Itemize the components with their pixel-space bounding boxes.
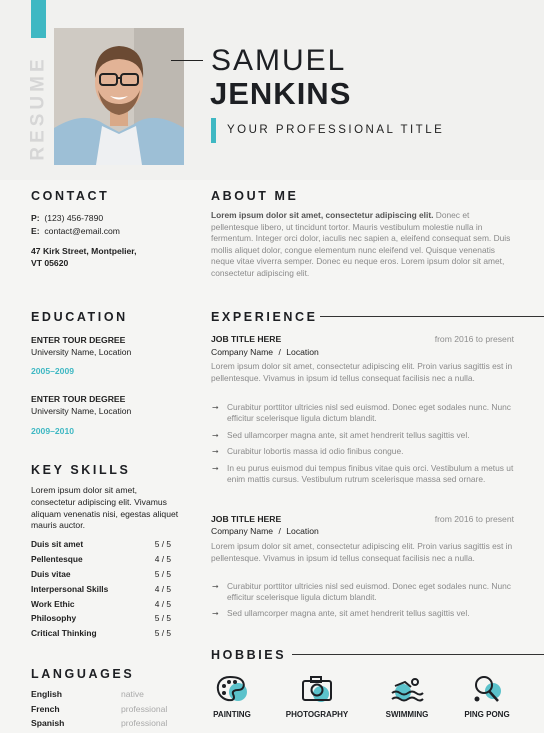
hobby-label: PAINTING	[213, 710, 251, 719]
contact-email	[31, 225, 120, 237]
arrow-icon: ➞	[212, 447, 219, 456]
edu-2-degree: ENTER TOUR DEGREE	[31, 394, 126, 404]
job-2-summary: Lorem ipsum dolor sit amet, consectetur adipiscing elit. Proin varius sagittis est in pellentesque. Vivamus in ipsum id tellus consequat facilisis nec a nulla.	[211, 541, 513, 563]
job-1-title: JOB TITLE HERE	[211, 334, 282, 344]
about-text	[211, 210, 515, 280]
profile-photo	[54, 28, 184, 165]
first-name: SAMUEL	[211, 44, 347, 77]
palette-icon	[214, 674, 250, 704]
phone-label: P:	[31, 213, 40, 223]
title-accent-bar	[211, 118, 216, 143]
job-1-bullet-2: ➞ Sed ullamcorper magna ante, sit amet hendrerit tellus sagittis vel.	[212, 430, 470, 440]
experience-heading: EXPERIENCE	[211, 310, 318, 324]
job-1-location: Location	[286, 347, 319, 357]
hobby-swimming	[372, 674, 442, 719]
email-value: contact@email.com	[44, 226, 120, 236]
skill-row: Critical Thinking 5 / 5	[31, 628, 171, 638]
address-line-1: 47 Kirk Street, Montpelier,	[31, 246, 137, 256]
edu-2-school: University Name, Location	[31, 406, 132, 416]
contact-phone	[31, 212, 103, 224]
skill-row: Philosophy 5 / 5	[31, 613, 171, 623]
language-row: English native	[31, 689, 144, 699]
ping-pong-icon	[469, 674, 505, 704]
language-row: Spanish professional	[31, 718, 168, 728]
professional-title: YOUR PROFESSIONAL TITLE	[227, 124, 445, 136]
education-heading: EDUCATION	[31, 310, 128, 324]
hobby-label: PING PONG	[464, 710, 510, 719]
about-lead: Lorem ipsum dolor sit amet, consectetur adipiscing elit.	[211, 210, 434, 220]
job-2-dates: from 2016 to present	[434, 514, 514, 524]
arrow-icon: ➞	[212, 403, 219, 412]
edu-1-years: 2005–2009	[31, 366, 75, 376]
edu-2-years: 2009–2010	[31, 426, 75, 436]
name-divider	[171, 60, 203, 61]
job-1-bullet-1: ➞ Curabitur porttitor ultricies nisl sed euismod. Donec eget sodales nunc. Nunc efficitur scelerisque ligula dictum blandit.	[212, 402, 511, 424]
skill-row: Duis sit amet 5 / 5	[31, 539, 171, 549]
job-1-company: Company Name	[211, 347, 274, 357]
about-body: Donec et pellentesque libero, ut tincidunt tortor. Mauris vestibulum molestie nulla in fermentum. Integer orci dolor, iaculis nec sapien a, eleifend consequat sem. Duis mollis aliquet dolor, congue elementum nunc eleifend vel. Quisque venenatis neque vitae viverra semper. Donec eu neque eros. Lorem ipsum dolor sit amet, consectetur adipiscing elit.	[211, 210, 511, 278]
edu-1-degree: ENTER TOUR DEGREE	[31, 335, 126, 345]
hobby-painting	[197, 674, 267, 719]
job-2-company: Company Name	[211, 526, 274, 536]
job-1-bullet-3: ➞ Curabitur lobortis massa id odio finibus congue.	[212, 446, 404, 456]
hobby-label: PHOTOGRAPHY	[285, 710, 349, 719]
job-2-company-line	[211, 525, 319, 537]
resume-vertical-label: RESUME	[28, 55, 50, 161]
arrow-icon: ➞	[212, 464, 219, 473]
address-line-2: VT 05620	[31, 258, 69, 268]
hobby-label: SWIMMING	[385, 710, 429, 719]
job-2-bullet-2: ➞ Sed ullamcorper magna ante, sit amet hendrerit tellus sagittis vel.	[212, 608, 470, 618]
arrow-icon: ➞	[212, 431, 219, 440]
hobby-ping-pong	[452, 674, 522, 719]
accent-bar	[31, 0, 46, 38]
job-1-dates: from 2016 to present	[434, 334, 514, 344]
languages-heading: LANGUAGES	[31, 667, 135, 681]
job-2-bullet-1: ➞ Curabitur porttitor ultricies nisl sed euismod. Donec eget sodales nunc. Nunc efficitur scelerisque ligula dictum blandit.	[212, 581, 511, 603]
skill-row: Interpersonal Skills 4 / 5	[31, 584, 171, 594]
hobbies-heading: HOBBIES	[211, 648, 287, 662]
job-2-title: JOB TITLE HERE	[211, 514, 282, 524]
job-1-sep: /	[278, 347, 281, 357]
job-1-company-line	[211, 346, 319, 358]
arrow-icon: ➞	[212, 582, 219, 591]
phone-value: (123) 456-7890	[44, 213, 104, 223]
edu-1-school: University Name, Location	[31, 347, 132, 357]
email-label: E:	[31, 226, 40, 236]
job-1-bullet-4: ➞ In eu purus euismod dui tempus finibus vitae quis orci. Vestibulum a metus ut enim mattis cursus. Vestibulum rutrum scelerisque massa sed ornare.	[212, 463, 514, 485]
hobby-photography	[282, 674, 352, 719]
swimmer-icon	[389, 674, 425, 704]
job-2-sep: /	[278, 526, 281, 536]
camera-icon	[299, 674, 335, 704]
job-2-location: Location	[286, 526, 319, 536]
experience-rule	[320, 316, 544, 317]
arrow-icon: ➞	[212, 609, 219, 618]
about-heading: ABOUT ME	[211, 189, 299, 203]
skills-heading: KEY SKILLS	[31, 463, 131, 477]
skill-row: Work Ethic 4 / 5	[31, 599, 171, 609]
skill-row: Pellentesque 4 / 5	[31, 554, 171, 564]
last-name: JENKINS	[210, 76, 352, 111]
skills-intro: Lorem ipsum dolor sit amet, consectetur adipiscing elit. Vivamus aliquam venenatis nisi, egestas aliquet mauris auctor.	[31, 485, 179, 531]
hobbies-rule	[292, 654, 544, 655]
job-1-summary: Lorem ipsum dolor sit amet, consectetur adipiscing elit. Proin varius sagittis est in pellentesque. Vivamus in ipsum id tellus consequat facilisis nec a nulla.	[211, 361, 513, 383]
language-row: French professional	[31, 704, 168, 714]
skill-row: Duis vitae 5 / 5	[31, 569, 171, 579]
contact-heading: CONTACT	[31, 189, 110, 203]
